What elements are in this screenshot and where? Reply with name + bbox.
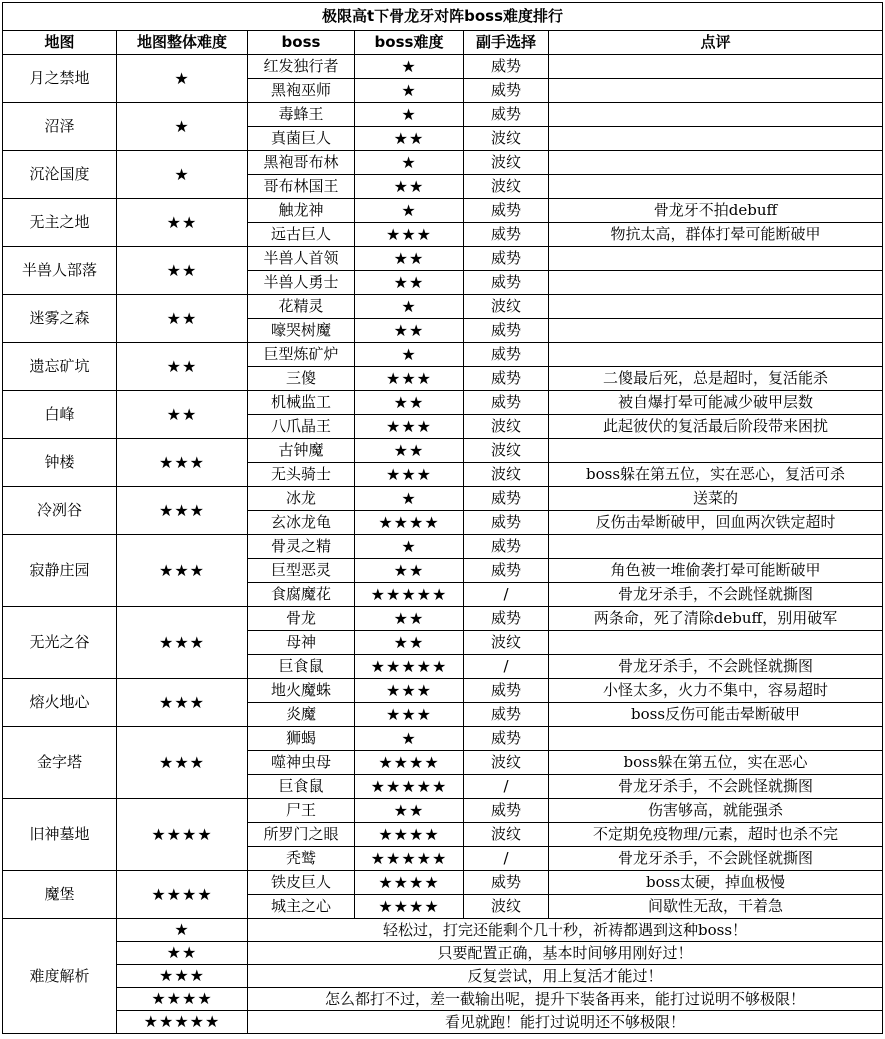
offhand-choice: 威势 bbox=[464, 223, 549, 247]
boss-remark bbox=[549, 271, 883, 295]
legend-row bbox=[3, 1011, 883, 1034]
offhand-choice: 威势 bbox=[464, 487, 549, 511]
boss-difficulty-stars: ★★★★ bbox=[355, 511, 464, 535]
boss-remark bbox=[549, 55, 883, 79]
boss-name: 巨型恶灵 bbox=[248, 559, 355, 583]
offhand-choice: 波纹 bbox=[464, 895, 549, 919]
boss-remark: 骨龙牙杀手，不会跳怪就撕图 bbox=[549, 847, 883, 871]
offhand-choice: / bbox=[464, 583, 549, 607]
boss-remark: 两条命，死了清除debuff，别用破军 bbox=[549, 607, 883, 631]
boss-remark: 反伤击晕断破甲，回血两次铁定超时 bbox=[549, 511, 883, 535]
boss-name: 巨食鼠 bbox=[248, 775, 355, 799]
table-row bbox=[3, 247, 883, 271]
table-row bbox=[3, 535, 883, 559]
offhand-choice: 波纹 bbox=[464, 823, 549, 847]
offhand-choice: 威势 bbox=[464, 55, 549, 79]
header-map: 地图 bbox=[3, 31, 117, 55]
map-name: 沼泽 bbox=[3, 103, 117, 151]
boss-difficulty-stars: ★★★ bbox=[355, 463, 464, 487]
boss-name: 花精灵 bbox=[248, 295, 355, 319]
boss-difficulty-stars: ★ bbox=[355, 79, 464, 103]
boss-remark: 被自爆打晕可能减少破甲层数 bbox=[549, 391, 883, 415]
legend-label: 难度解析 bbox=[3, 919, 117, 1034]
offhand-choice: 波纹 bbox=[464, 151, 549, 175]
boss-difficulty-stars: ★★★★★ bbox=[355, 655, 464, 679]
offhand-choice: 波纹 bbox=[464, 415, 549, 439]
map-name: 旧神墓地 bbox=[3, 799, 117, 871]
boss-name: 半兽人首领 bbox=[248, 247, 355, 271]
offhand-choice: 威势 bbox=[464, 367, 549, 391]
boss-name: 触龙神 bbox=[248, 199, 355, 223]
offhand-choice: / bbox=[464, 775, 549, 799]
header-boss-difficulty: boss难度 bbox=[355, 31, 464, 55]
offhand-choice: 波纹 bbox=[464, 463, 549, 487]
boss-name: 尸王 bbox=[248, 799, 355, 823]
boss-difficulty-stars: ★★ bbox=[355, 175, 464, 199]
boss-difficulty-stars: ★ bbox=[355, 55, 464, 79]
boss-difficulty-stars: ★★ bbox=[355, 607, 464, 631]
boss-remark: boss躲在第五位，实在恶心，复活可杀 bbox=[549, 463, 883, 487]
boss-name: 巨食鼠 bbox=[248, 655, 355, 679]
boss-name: 地火魔蛛 bbox=[248, 679, 355, 703]
legend-stars: ★ bbox=[117, 919, 248, 942]
map-name: 迷雾之森 bbox=[3, 295, 117, 343]
boss-name: 铁皮巨人 bbox=[248, 871, 355, 895]
legend-stars: ★★★★ bbox=[117, 988, 248, 1011]
legend-stars: ★★★ bbox=[117, 965, 248, 988]
boss-remark: 骨龙牙杀手，不会跳怪就撕图 bbox=[549, 655, 883, 679]
boss-remark: 二傻最后死，总是超时，复活能杀 bbox=[549, 367, 883, 391]
boss-difficulty-stars: ★ bbox=[355, 151, 464, 175]
table-row bbox=[3, 487, 883, 511]
boss-name: 远古巨人 bbox=[248, 223, 355, 247]
boss-name: 炎魔 bbox=[248, 703, 355, 727]
boss-difficulty-stars: ★★★ bbox=[355, 703, 464, 727]
legend-row bbox=[3, 988, 883, 1011]
offhand-choice: 威势 bbox=[464, 871, 549, 895]
boss-name: 秃鹫 bbox=[248, 847, 355, 871]
header-map-difficulty: 地图整体难度 bbox=[117, 31, 248, 55]
legend-description: 只要配置正确，基本时间够用刚好过！ bbox=[248, 942, 883, 965]
table-row bbox=[3, 439, 883, 463]
offhand-choice: 威势 bbox=[464, 199, 549, 223]
boss-name: 无头骑士 bbox=[248, 463, 355, 487]
boss-difficulty-stars: ★ bbox=[355, 295, 464, 319]
offhand-choice: 波纹 bbox=[464, 751, 549, 775]
boss-name: 骨龙 bbox=[248, 607, 355, 631]
offhand-choice: 威势 bbox=[464, 247, 549, 271]
offhand-choice: 威势 bbox=[464, 535, 549, 559]
offhand-choice: 威势 bbox=[464, 319, 549, 343]
boss-difficulty-stars: ★★ bbox=[355, 319, 464, 343]
offhand-choice: 威势 bbox=[464, 799, 549, 823]
boss-remark: 角色被一堆偷袭打晕可能断破甲 bbox=[549, 559, 883, 583]
boss-remark bbox=[549, 631, 883, 655]
boss-difficulty-stars: ★★★★★ bbox=[355, 583, 464, 607]
map-difficulty-stars: ★★★ bbox=[117, 607, 248, 679]
boss-difficulty-stars: ★★ bbox=[355, 391, 464, 415]
offhand-choice: 威势 bbox=[464, 271, 549, 295]
offhand-choice: 威势 bbox=[464, 103, 549, 127]
table-title: 极限高t下骨龙牙对阵boss难度排行 bbox=[3, 3, 883, 31]
boss-name: 所罗门之眼 bbox=[248, 823, 355, 847]
boss-remark: 骨龙牙杀手，不会跳怪就撕图 bbox=[549, 583, 883, 607]
boss-name: 噬神虫母 bbox=[248, 751, 355, 775]
map-name: 冷冽谷 bbox=[3, 487, 117, 535]
boss-remark: 此起彼伏的复活最后阶段带来困扰 bbox=[549, 415, 883, 439]
boss-difficulty-stars: ★ bbox=[355, 487, 464, 511]
offhand-choice: 波纹 bbox=[464, 631, 549, 655]
offhand-choice: 威势 bbox=[464, 343, 549, 367]
map-difficulty-stars: ★★ bbox=[117, 247, 248, 295]
table-row bbox=[3, 151, 883, 175]
table-row bbox=[3, 199, 883, 223]
boss-remark bbox=[549, 103, 883, 127]
boss-remark bbox=[549, 151, 883, 175]
boss-remark: boss躲在第五位，实在恶心 bbox=[549, 751, 883, 775]
map-difficulty-stars: ★★★★ bbox=[117, 871, 248, 919]
legend-stars: ★★★★★ bbox=[117, 1011, 248, 1034]
map-difficulty-stars: ★★★ bbox=[117, 727, 248, 799]
boss-difficulty-stars: ★★ bbox=[355, 559, 464, 583]
boss-remark: 骨龙牙不拍debuff bbox=[549, 199, 883, 223]
offhand-choice: / bbox=[464, 847, 549, 871]
map-name: 寂静庄园 bbox=[3, 535, 117, 607]
boss-name: 母神 bbox=[248, 631, 355, 655]
map-difficulty-stars: ★★★ bbox=[117, 535, 248, 607]
offhand-choice: 威势 bbox=[464, 679, 549, 703]
header-boss: boss bbox=[248, 31, 355, 55]
boss-name: 八爪晶王 bbox=[248, 415, 355, 439]
boss-name: 三傻 bbox=[248, 367, 355, 391]
boss-difficulty-stars: ★★★★★ bbox=[355, 847, 464, 871]
boss-remark: 间歇性无敌，干着急 bbox=[549, 895, 883, 919]
legend-row bbox=[3, 942, 883, 965]
boss-difficulty-stars: ★★ bbox=[355, 271, 464, 295]
offhand-choice: 波纹 bbox=[464, 127, 549, 151]
table-row bbox=[3, 799, 883, 823]
boss-remark bbox=[549, 295, 883, 319]
boss-name: 食腐魔花 bbox=[248, 583, 355, 607]
legend-description: 看见就跑！能打过说明还不够极限！ bbox=[248, 1011, 883, 1034]
boss-remark: 物抗太高，群体打晕可能断破甲 bbox=[549, 223, 883, 247]
map-difficulty-stars: ★★ bbox=[117, 391, 248, 439]
legend-description: 反复尝试，用上复活才能过！ bbox=[248, 965, 883, 988]
map-difficulty-stars: ★★★★ bbox=[117, 799, 248, 871]
map-difficulty-stars: ★★★ bbox=[117, 679, 248, 727]
boss-difficulty-stars: ★ bbox=[355, 343, 464, 367]
map-difficulty-stars: ★★ bbox=[117, 199, 248, 247]
boss-difficulty-stars: ★★★ bbox=[355, 415, 464, 439]
header-row bbox=[3, 31, 883, 55]
map-name: 熔火地心 bbox=[3, 679, 117, 727]
boss-remark bbox=[549, 127, 883, 151]
offhand-choice: / bbox=[464, 655, 549, 679]
table-row bbox=[3, 103, 883, 127]
boss-difficulty-stars: ★★ bbox=[355, 439, 464, 463]
offhand-choice: 波纹 bbox=[464, 295, 549, 319]
legend-description: 怎么都打不过，差一截输出呢，提升下装备再来，能打过说明不够极限！ bbox=[248, 988, 883, 1011]
legend-row bbox=[3, 919, 883, 942]
table-row bbox=[3, 343, 883, 367]
boss-remark: 送菜的 bbox=[549, 487, 883, 511]
boss-remark bbox=[549, 175, 883, 199]
map-name: 无光之谷 bbox=[3, 607, 117, 679]
boss-difficulty-stars: ★★★★ bbox=[355, 823, 464, 847]
boss-difficulty-stars: ★★ bbox=[355, 247, 464, 271]
boss-difficulty-stars: ★★★★ bbox=[355, 751, 464, 775]
offhand-choice: 威势 bbox=[464, 511, 549, 535]
table-body bbox=[3, 55, 883, 919]
table-row bbox=[3, 727, 883, 751]
boss-name: 冰龙 bbox=[248, 487, 355, 511]
table-row bbox=[3, 871, 883, 895]
boss-name: 毒蜂王 bbox=[248, 103, 355, 127]
boss-remark: boss反伤可能击晕断破甲 bbox=[549, 703, 883, 727]
boss-name: 骨灵之精 bbox=[248, 535, 355, 559]
boss-difficulty-stars: ★★★★★ bbox=[355, 775, 464, 799]
map-name: 金字塔 bbox=[3, 727, 117, 799]
boss-difficulty-stars: ★ bbox=[355, 535, 464, 559]
offhand-choice: 波纹 bbox=[464, 175, 549, 199]
boss-name: 黑袍巫师 bbox=[248, 79, 355, 103]
map-name: 无主之地 bbox=[3, 199, 117, 247]
map-name: 沉沦国度 bbox=[3, 151, 117, 199]
map-difficulty-stars: ★★ bbox=[117, 343, 248, 391]
boss-name: 狮蝎 bbox=[248, 727, 355, 751]
boss-name: 巨型炼矿炉 bbox=[248, 343, 355, 367]
boss-remark bbox=[549, 343, 883, 367]
legend-section bbox=[3, 919, 883, 1034]
boss-name: 机械监工 bbox=[248, 391, 355, 415]
table-row bbox=[3, 55, 883, 79]
boss-name: 半兽人勇士 bbox=[248, 271, 355, 295]
offhand-choice: 威势 bbox=[464, 607, 549, 631]
boss-remark: 不定期免疫物理/元素，超时也杀不完 bbox=[549, 823, 883, 847]
boss-remark bbox=[549, 319, 883, 343]
boss-difficulty-stars: ★★ bbox=[355, 127, 464, 151]
map-name: 钟楼 bbox=[3, 439, 117, 487]
map-difficulty-stars: ★★★ bbox=[117, 487, 248, 535]
map-name: 白峰 bbox=[3, 391, 117, 439]
boss-remark bbox=[549, 79, 883, 103]
boss-difficulty-stars: ★★★★ bbox=[355, 871, 464, 895]
boss-difficulty-stars: ★ bbox=[355, 199, 464, 223]
boss-name: 真菌巨人 bbox=[248, 127, 355, 151]
offhand-choice: 威势 bbox=[464, 703, 549, 727]
map-difficulty-stars: ★★ bbox=[117, 295, 248, 343]
map-difficulty-stars: ★ bbox=[117, 55, 248, 103]
boss-remark: boss太硬，掉血极慢 bbox=[549, 871, 883, 895]
boss-difficulty-table bbox=[2, 2, 883, 1034]
boss-difficulty-stars: ★★★★ bbox=[355, 895, 464, 919]
boss-name: 嚎哭树魔 bbox=[248, 319, 355, 343]
offhand-choice: 威势 bbox=[464, 79, 549, 103]
boss-name: 古钟魔 bbox=[248, 439, 355, 463]
map-name: 半兽人部落 bbox=[3, 247, 117, 295]
map-name: 月之禁地 bbox=[3, 55, 117, 103]
map-name: 魔堡 bbox=[3, 871, 117, 919]
boss-name: 红发独行者 bbox=[248, 55, 355, 79]
boss-difficulty-stars: ★ bbox=[355, 103, 464, 127]
map-name: 遗忘矿坑 bbox=[3, 343, 117, 391]
boss-name: 哥布林国王 bbox=[248, 175, 355, 199]
map-difficulty-stars: ★★★ bbox=[117, 439, 248, 487]
boss-name: 玄冰龙龟 bbox=[248, 511, 355, 535]
offhand-choice: 威势 bbox=[464, 727, 549, 751]
header-offhand: 副手选择 bbox=[464, 31, 549, 55]
boss-remark bbox=[549, 439, 883, 463]
header-remark: 点评 bbox=[549, 31, 883, 55]
boss-name: 黑袍哥布林 bbox=[248, 151, 355, 175]
legend-row bbox=[3, 965, 883, 988]
boss-remark: 伤害够高，就能强杀 bbox=[549, 799, 883, 823]
boss-remark bbox=[549, 247, 883, 271]
boss-remark: 骨龙牙杀手，不会跳怪就撕图 bbox=[549, 775, 883, 799]
table-row bbox=[3, 607, 883, 631]
boss-remark bbox=[549, 727, 883, 751]
table-row bbox=[3, 295, 883, 319]
boss-remark: 小怪太多，火力不集中，容易超时 bbox=[549, 679, 883, 703]
boss-difficulty-stars: ★ bbox=[355, 727, 464, 751]
boss-difficulty-stars: ★★ bbox=[355, 631, 464, 655]
boss-difficulty-stars: ★★ bbox=[355, 799, 464, 823]
offhand-choice: 波纹 bbox=[464, 439, 549, 463]
boss-name: 城主之心 bbox=[248, 895, 355, 919]
table-row bbox=[3, 391, 883, 415]
boss-remark bbox=[549, 535, 883, 559]
legend-description: 轻松过，打完还能剩个几十秒，祈祷都遇到这种boss！ bbox=[248, 919, 883, 942]
offhand-choice: 威势 bbox=[464, 391, 549, 415]
boss-difficulty-stars: ★★★ bbox=[355, 367, 464, 391]
map-difficulty-stars: ★ bbox=[117, 103, 248, 151]
offhand-choice: 威势 bbox=[464, 559, 549, 583]
boss-difficulty-stars: ★★★ bbox=[355, 679, 464, 703]
table-row bbox=[3, 679, 883, 703]
legend-stars: ★★ bbox=[117, 942, 248, 965]
boss-difficulty-stars: ★★★ bbox=[355, 223, 464, 247]
map-difficulty-stars: ★ bbox=[117, 151, 248, 199]
